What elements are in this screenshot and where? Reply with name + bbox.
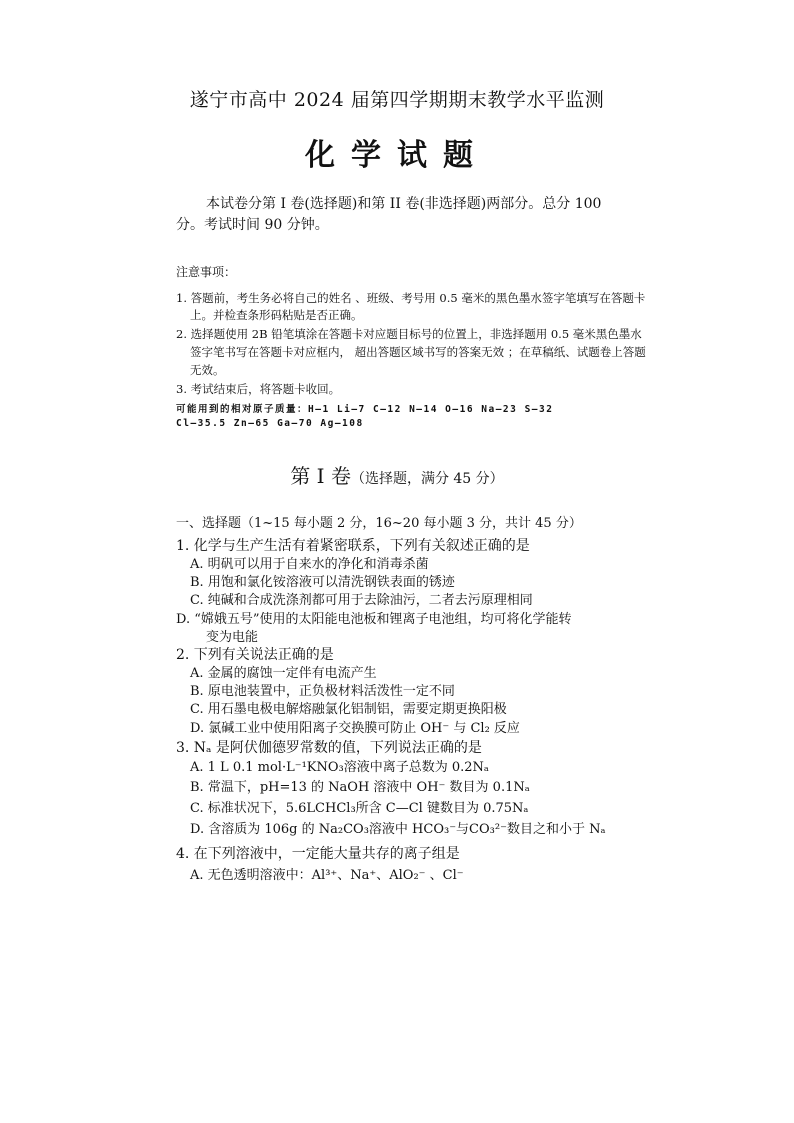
section-subtitle: （选择题，满分 45 分）: [350, 471, 504, 487]
question-4-stem: 4. 在下列溶液中，一定能大量共存的离子组是: [176, 846, 460, 862]
page-title: 化学试题: [305, 138, 489, 173]
intro-line-2: 分。考试时间 90 分钟。: [176, 217, 329, 233]
part-heading: 一、选择题（1~15 每小题 2 分，16~20 每小题 3 分，共计 45 分）: [176, 516, 582, 531]
question-3-option-b: B. 常温下，pH=13 的 NaOH 溶液中 OH⁻ 数目为 0.1Nₐ: [190, 780, 530, 795]
notes-heading: 注意事项：: [176, 265, 237, 279]
question-1-option-c: C. 纯碱和合成洗涤剂都可用于去除油污，二者去污原理相同: [190, 593, 533, 608]
atomic-masses-line-2: Cl—35.5 Zn—65 Ga—70 Ag—108: [176, 418, 364, 429]
question-3-option-a: A. 1 L 0.1 mol·L⁻¹KNO₃溶液中离子总数为 0.2Nₐ: [190, 760, 489, 775]
question-2-option-a: A. 金属的腐蚀一定伴有电流产生: [190, 666, 377, 681]
question-3-option-c: C. 标准状况下，5.6LCHCl₃所含 C—Cl 键数目为 0.75Nₐ: [190, 801, 529, 816]
question-1-option-b: B. 用饱和氯化铵溶液可以清洗钢铁表面的锈迹: [190, 575, 455, 590]
note-1a: 1. 答题前，考生务必将自己的姓名 、班级、考号用 0.5 毫米的黑色墨水签字笔填写在答题卡: [176, 291, 646, 305]
note-2b: 签字笔书写在答题卡对应框内， 超出答题区域书写的答案无效 ；在草稿纸、试题卷上答题: [190, 345, 646, 359]
question-1-option-d-continued: 变为电能: [206, 630, 259, 645]
question-1-stem: 1. 化学与生产生活有着紧密联系，下列有关叙述正确的是: [176, 538, 530, 554]
question-2-stem: 2. 下列有关说法正确的是: [176, 647, 334, 663]
question-1-option-a: A. 明矾可以用于自来水的净化和消毒杀菌: [190, 557, 429, 572]
note-1b: 上。并检查条形码粘贴是否正确。: [190, 308, 363, 322]
note-3: 3. 考试结束后，将答题卡收回。: [176, 382, 341, 396]
exam-header: 遂宁市高中 2024 届第四学期期末教学水平监测: [189, 89, 605, 111]
question-4-option-a: A. 无色透明溶液中：Al³⁺、Na⁺、AlO₂⁻ 、Cl⁻: [190, 868, 464, 883]
question-3-option-d: D. 含溶质为 106g 的 Na₂CO₃溶液中 HCO₃⁻与CO₃²⁻数目之和小于 Nₐ: [190, 822, 606, 837]
section-title: 第 Ⅰ 卷: [290, 464, 351, 488]
atomic-masses-line-1: 可能用到的相对原子质量：H—1 Li—7 C—12 N—14 O—16 Na—23 S—32: [176, 404, 554, 415]
question-1-option-d: D. “嫦娥五号”使用的太阳能电池板和锂离子电池组，均可将化学能转: [176, 612, 572, 627]
question-3-stem: 3. Nₐ 是阿伏伽德罗常数的值，下列说法正确的是: [176, 740, 482, 756]
section-heading: [0, 460, 794, 489]
note-2c: 无效。: [190, 363, 225, 377]
question-2-option-d: D. 氯碱工业中使用阳离子交换膜可防止 OH⁻ 与 Cl₂ 反应: [190, 721, 520, 736]
question-2-option-c: C. 用石墨电极电解熔融氯化铝制铝，需要定期更换阳极: [190, 702, 507, 717]
question-2-option-b: B. 原电池装置中，正负极材料活泼性一定不同: [190, 684, 455, 699]
intro-line-1: 本试卷分第 I 卷(选择题)和第 II 卷(非选择题)两部分。总分 100: [206, 196, 602, 212]
note-2a: 2. 选择题使用 2B 铅笔填涂在答题卡对应题目标号的位置上，非选择题用 0.5 毫米黑色墨水: [176, 327, 642, 341]
